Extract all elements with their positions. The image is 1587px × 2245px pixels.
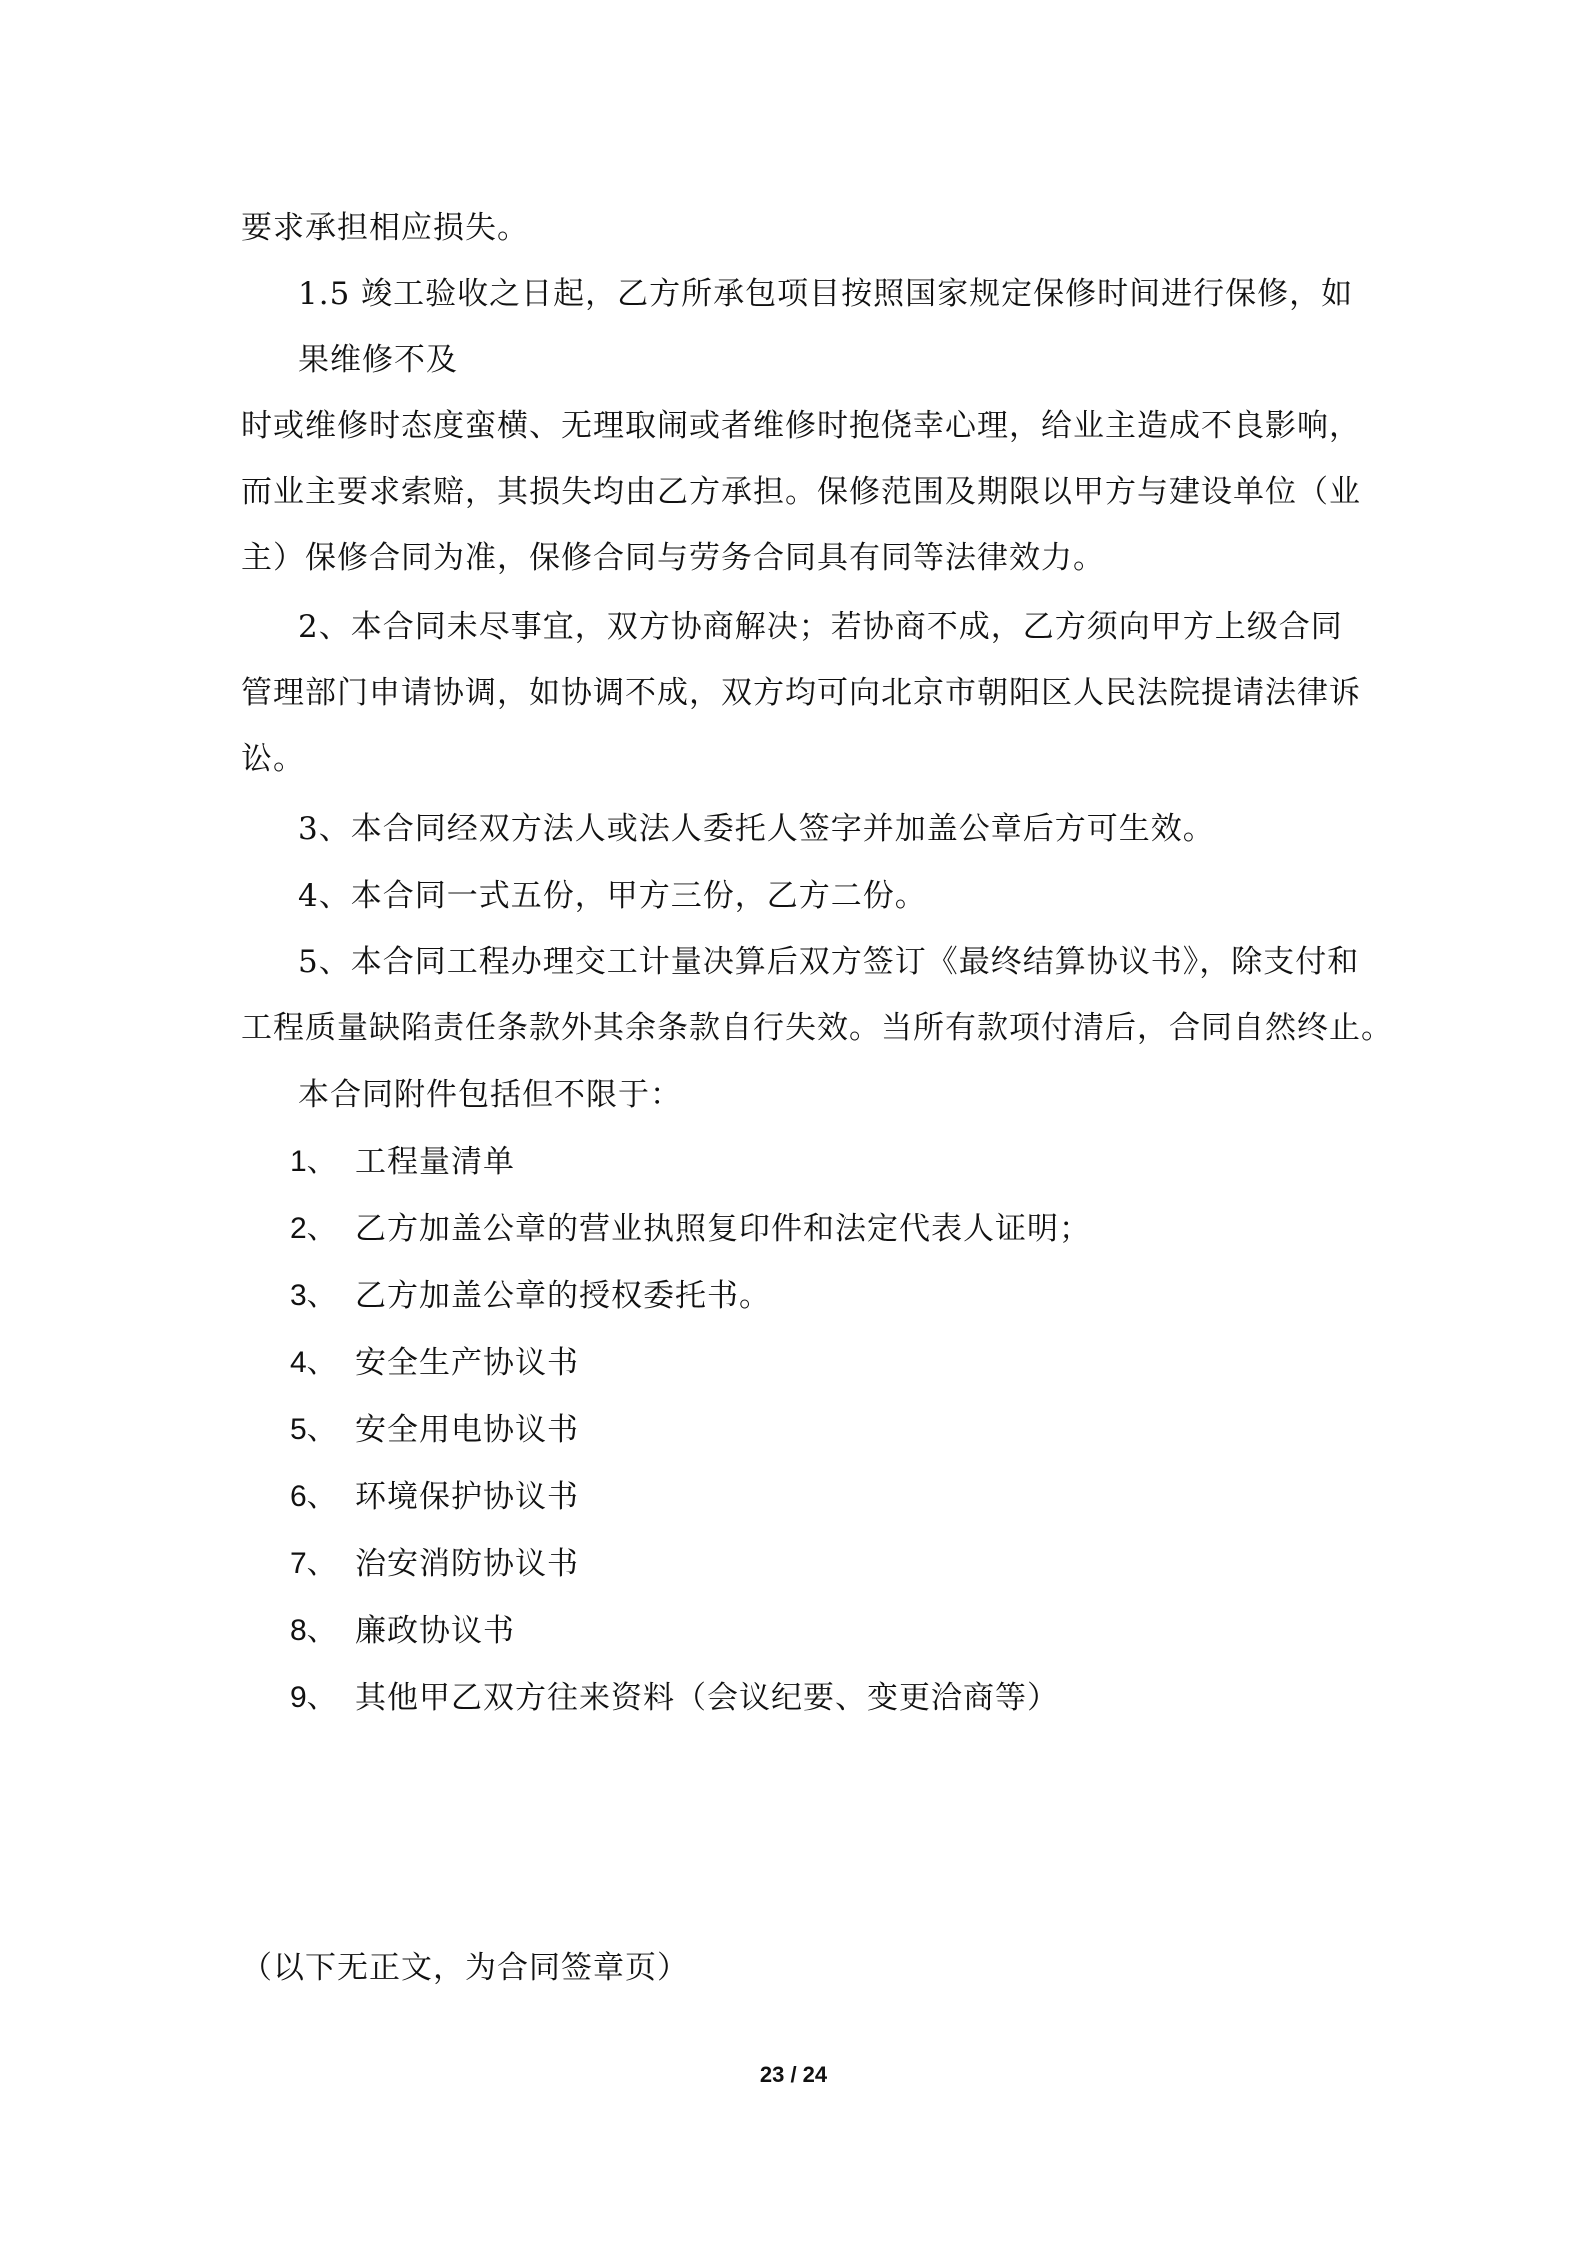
paragraph-line: 要求承担相应损失。: [241, 210, 529, 246]
list-item-number: 2、: [290, 1212, 337, 1245]
list-item-number: 7、: [290, 1547, 337, 1580]
list-item-number: 4、: [290, 1346, 337, 1379]
list-item-number: 9、: [290, 1681, 337, 1714]
list-item-text: 安全用电协议书: [355, 1412, 579, 1448]
annex-intro: 本合同附件包括但不限于：: [298, 1077, 682, 1113]
paragraph-line: 管理部门申请协调，如协调不成，双方均可向北京市朝阳区人民法院提请法律诉: [241, 675, 1361, 711]
list-item-number: 6、: [290, 1480, 337, 1513]
paragraph-line: 而业主要求索赔，其损失均由乙方承担。保修范围及期限以甲方与建设单位（业: [241, 474, 1361, 510]
list-item-number: 3、: [290, 1279, 337, 1312]
paragraph-line: 讼。: [241, 741, 305, 777]
paragraph-line: 3、本合同经双方法人或法人委托人签字并加盖公章后方可生效。: [298, 811, 1215, 847]
list-item-text: 乙方加盖公章的授权委托书。: [355, 1278, 771, 1314]
closing-note: （以下无正文，为合同签章页）: [241, 1950, 689, 1986]
list-item-text: 工程量清单: [355, 1144, 515, 1180]
list-item-text: 环境保护协议书: [355, 1479, 579, 1515]
list-item-text: 治安消防协议书: [355, 1546, 579, 1582]
paragraph-line: 工程质量缺陷责任条款外其余条款自行失效。当所有款项付清后，合同自然终止。: [241, 1010, 1393, 1046]
list-item-text: 乙方加盖公章的营业执照复印件和法定代表人证明；: [355, 1211, 1091, 1247]
list-item-text: 廉政协议书: [355, 1613, 515, 1649]
paragraph-line: 时或维修时态度蛮横、无理取闹或者维修时抱侥幸心理，给业主造成不良影响，: [241, 408, 1361, 444]
paragraph-line: 4、本合同一式五份，甲方三份，乙方二份。: [298, 878, 927, 914]
page-number: 23 / 24: [759, 2062, 828, 2087]
paragraph-line: 2、本合同未尽事宜，双方协商解决；若协商不成，乙方须向甲方上级合同: [298, 609, 1343, 645]
paragraph-line: 果维修不及: [298, 342, 458, 378]
paragraph-line: 主）保修合同为准，保修合同与劳务合同具有同等法律效力。: [241, 540, 1105, 576]
list-item-number: 5、: [290, 1413, 337, 1446]
paragraph-line: 1.5 竣工验收之日起，乙方所承包项目按照国家规定保修时间进行保修，如: [298, 276, 1354, 312]
list-item-text: 其他甲乙双方往来资料（会议纪要、变更洽商等）: [355, 1680, 1059, 1716]
list-item-number: 1、: [290, 1145, 337, 1178]
list-item-number: 8、: [290, 1614, 337, 1647]
list-item-text: 安全生产协议书: [355, 1345, 579, 1381]
paragraph-line: 5、本合同工程办理交工计量决算后双方签订《最终结算协议书》，除支付和: [298, 944, 1360, 980]
